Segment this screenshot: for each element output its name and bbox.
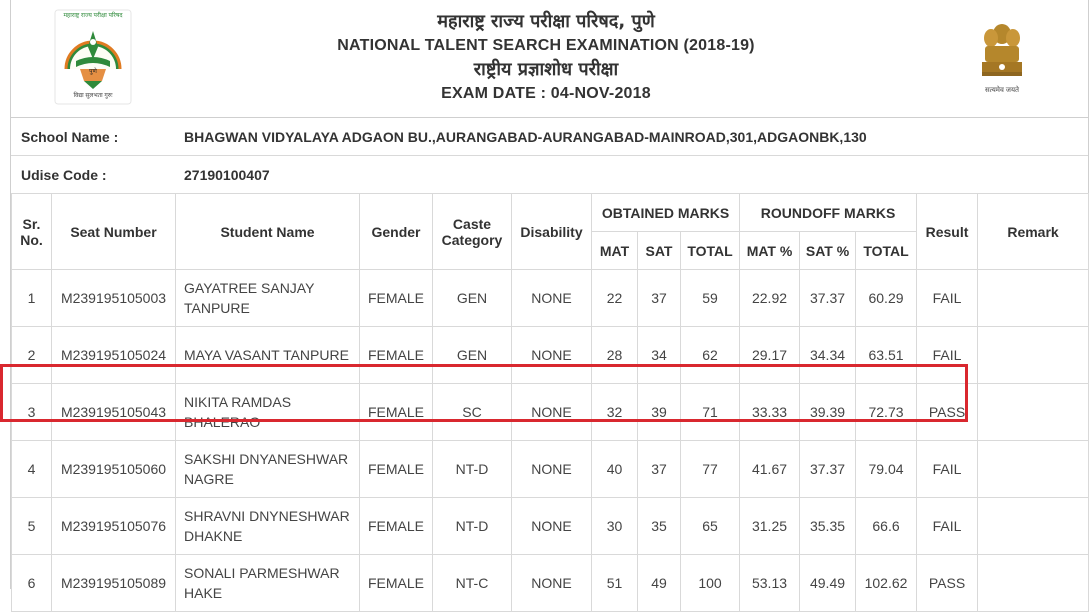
cell-total-pct: 79.04 bbox=[856, 441, 917, 498]
cell-sat-pct: 34.34 bbox=[800, 327, 856, 384]
school-name-row bbox=[11, 118, 1088, 156]
cell-total: 100 bbox=[681, 555, 740, 612]
name-line-2: TANPURE bbox=[184, 300, 250, 316]
cell-name bbox=[176, 270, 360, 327]
cell-disability: NONE bbox=[512, 498, 592, 555]
col-disability: Disability bbox=[512, 194, 592, 270]
cell-sr: 2 bbox=[12, 327, 52, 384]
col-sr-no: Sr. No. bbox=[12, 194, 52, 270]
page-header bbox=[11, 0, 1088, 118]
cell-sat: 37 bbox=[638, 270, 681, 327]
cell-mat-pct: 41.67 bbox=[740, 441, 800, 498]
col-caste-category: Caste Category bbox=[433, 194, 512, 270]
marathi-title: महाराष्ट्र राज्य परीक्षा परिषद, पुणे bbox=[437, 11, 655, 32]
cell-seat: M239195105089 bbox=[52, 555, 176, 612]
cell-disability: NONE bbox=[512, 270, 592, 327]
cell-mat-pct: 29.17 bbox=[740, 327, 800, 384]
cell-gender: FEMALE bbox=[360, 498, 433, 555]
cell-result: FAIL bbox=[917, 270, 978, 327]
col-total-pct: TOTAL bbox=[856, 232, 917, 270]
cell-mat: 40 bbox=[592, 441, 638, 498]
cell-sat: 49 bbox=[638, 555, 681, 612]
results-table bbox=[11, 193, 1089, 612]
cell-sat-pct: 37.37 bbox=[800, 441, 856, 498]
cell-sat-pct: 39.39 bbox=[800, 384, 856, 441]
cell-seat: M239195105043 bbox=[52, 384, 176, 441]
name-line-1: MAYA VASANT TANPURE bbox=[184, 347, 349, 363]
cell-name bbox=[176, 327, 360, 384]
exam-title: NATIONAL TALENT SEARCH EXAMINATION (2018-19) bbox=[337, 37, 755, 54]
col-sat-pct: SAT % bbox=[800, 232, 856, 270]
board-logo bbox=[54, 9, 132, 105]
cell-total-pct: 102.62 bbox=[856, 555, 917, 612]
cell-caste: GEN bbox=[433, 270, 512, 327]
cell-remark bbox=[978, 555, 1089, 612]
name-line-1: SHRAVNI DNYNESHWAR bbox=[184, 508, 350, 524]
cell-seat: M239195105003 bbox=[52, 270, 176, 327]
cell-gender: FEMALE bbox=[360, 555, 433, 612]
col-mat-pct: MAT % bbox=[740, 232, 800, 270]
cell-result: FAIL bbox=[917, 441, 978, 498]
state-emblem bbox=[976, 20, 1028, 98]
cell-remark bbox=[978, 327, 1089, 384]
cell-sat: 37 bbox=[638, 441, 681, 498]
table-header-row bbox=[12, 194, 1089, 232]
cell-total: 65 bbox=[681, 498, 740, 555]
title-block bbox=[261, 10, 831, 106]
cell-mat-pct: 22.92 bbox=[740, 270, 800, 327]
cell-sr: 5 bbox=[12, 498, 52, 555]
col-remark: Remark bbox=[978, 194, 1089, 270]
cell-disability: NONE bbox=[512, 555, 592, 612]
name-line-2: HAKE bbox=[184, 585, 223, 601]
cell-sr: 3 bbox=[12, 384, 52, 441]
name-line-1: SONALI PARMESHWAR bbox=[184, 565, 340, 581]
cell-gender: FEMALE bbox=[360, 270, 433, 327]
cell-seat: M239195105024 bbox=[52, 327, 176, 384]
cell-mat-pct: 53.13 bbox=[740, 555, 800, 612]
cell-sat: 34 bbox=[638, 327, 681, 384]
cell-gender: FEMALE bbox=[360, 327, 433, 384]
name-line-2: NAGRE bbox=[184, 471, 234, 487]
cell-remark bbox=[978, 498, 1089, 555]
cell-result: PASS bbox=[917, 384, 978, 441]
cell-total: 71 bbox=[681, 384, 740, 441]
cell-total: 59 bbox=[681, 270, 740, 327]
cell-result: FAIL bbox=[917, 498, 978, 555]
cell-caste: GEN bbox=[433, 327, 512, 384]
cell-mat: 32 bbox=[592, 384, 638, 441]
cell-result: PASS bbox=[917, 555, 978, 612]
school-name-value: BHAGWAN VIDYALAYA ADGAON BU.,AURANGABAD-AURANGABAD-MAINROAD,301,ADGAONBK,130 bbox=[184, 129, 867, 145]
school-name-label: School Name : bbox=[21, 129, 119, 145]
cell-total: 77 bbox=[681, 441, 740, 498]
name-line-2: DHAKNE bbox=[184, 528, 243, 544]
cell-mat-pct: 31.25 bbox=[740, 498, 800, 555]
cell-sat: 35 bbox=[638, 498, 681, 555]
cell-name bbox=[176, 555, 360, 612]
table-row bbox=[12, 441, 1089, 498]
table-row-highlighted bbox=[12, 384, 1089, 441]
table-row bbox=[12, 498, 1089, 555]
cell-sat-pct: 49.49 bbox=[800, 555, 856, 612]
table-row bbox=[12, 555, 1089, 612]
col-obtained-marks: OBTAINED MARKS bbox=[592, 194, 740, 232]
cell-gender: FEMALE bbox=[360, 441, 433, 498]
cell-name bbox=[176, 384, 360, 441]
cell-sat-pct: 35.35 bbox=[800, 498, 856, 555]
cell-result: FAIL bbox=[917, 327, 978, 384]
table-row bbox=[12, 327, 1089, 384]
emblem-motto: सत्यमेव जयते bbox=[984, 87, 1020, 94]
col-mat: MAT bbox=[592, 232, 638, 270]
cell-sr: 1 bbox=[12, 270, 52, 327]
udise-code-label: Udise Code : bbox=[21, 167, 107, 183]
cell-gender: FEMALE bbox=[360, 384, 433, 441]
cell-caste: NT-D bbox=[433, 498, 512, 555]
cell-caste: SC bbox=[433, 384, 512, 441]
cell-disability: NONE bbox=[512, 384, 592, 441]
cell-sat-pct: 37.37 bbox=[800, 270, 856, 327]
marathi-subtitle: राष्ट्रीय प्रज्ञाशोध परीक्षा bbox=[473, 59, 619, 80]
cell-sr: 6 bbox=[12, 555, 52, 612]
udise-code-value: 27190100407 bbox=[184, 167, 270, 183]
logo-top-text: महाराष्ट्र राज्य परीक्षा परिषद bbox=[63, 13, 123, 19]
result-sheet bbox=[10, 0, 1089, 601]
cell-seat: M239195105060 bbox=[52, 441, 176, 498]
exam-date: EXAM DATE : 04-NOV-2018 bbox=[441, 85, 651, 102]
name-line-1: NIKITA RAMDAS bbox=[184, 394, 292, 410]
cell-sr: 4 bbox=[12, 441, 52, 498]
cell-disability: NONE bbox=[512, 441, 592, 498]
cell-mat: 30 bbox=[592, 498, 638, 555]
cell-mat: 28 bbox=[592, 327, 638, 384]
name-line-2: BHALERAO bbox=[184, 414, 261, 430]
cell-sat: 39 bbox=[638, 384, 681, 441]
cell-total-pct: 63.51 bbox=[856, 327, 917, 384]
cell-disability: NONE bbox=[512, 327, 592, 384]
col-student-name: Student Name bbox=[176, 194, 360, 270]
cell-remark bbox=[978, 441, 1089, 498]
table-row bbox=[12, 270, 1089, 327]
col-seat-number: Seat Number bbox=[52, 194, 176, 270]
cell-caste: NT-C bbox=[433, 555, 512, 612]
cell-mat: 22 bbox=[592, 270, 638, 327]
col-total: TOTAL bbox=[681, 232, 740, 270]
logo-motto: विद्या सुलभता गुरुः bbox=[73, 93, 113, 99]
col-gender: Gender bbox=[360, 194, 433, 270]
cell-name bbox=[176, 498, 360, 555]
cell-remark bbox=[978, 270, 1089, 327]
col-sat: SAT bbox=[638, 232, 681, 270]
cell-total-pct: 72.73 bbox=[856, 384, 917, 441]
cell-seat: M239195105076 bbox=[52, 498, 176, 555]
cell-mat-pct: 33.33 bbox=[740, 384, 800, 441]
col-roundoff-marks: ROUNDOFF MARKS bbox=[740, 194, 917, 232]
cell-total: 62 bbox=[681, 327, 740, 384]
cell-remark bbox=[978, 384, 1089, 441]
cell-mat: 51 bbox=[592, 555, 638, 612]
name-line-1: GAYATREE SANJAY bbox=[184, 280, 315, 296]
cell-total-pct: 66.6 bbox=[856, 498, 917, 555]
name-line-1: SAKSHI DNYANESHWAR bbox=[184, 451, 349, 467]
udise-code-row bbox=[11, 156, 1088, 194]
cell-name bbox=[176, 441, 360, 498]
col-result: Result bbox=[917, 194, 978, 270]
cell-caste: NT-D bbox=[433, 441, 512, 498]
logo-city-text: पुणे bbox=[89, 69, 97, 75]
ashoka-emblem-icon bbox=[976, 20, 1028, 86]
cell-total-pct: 60.29 bbox=[856, 270, 917, 327]
